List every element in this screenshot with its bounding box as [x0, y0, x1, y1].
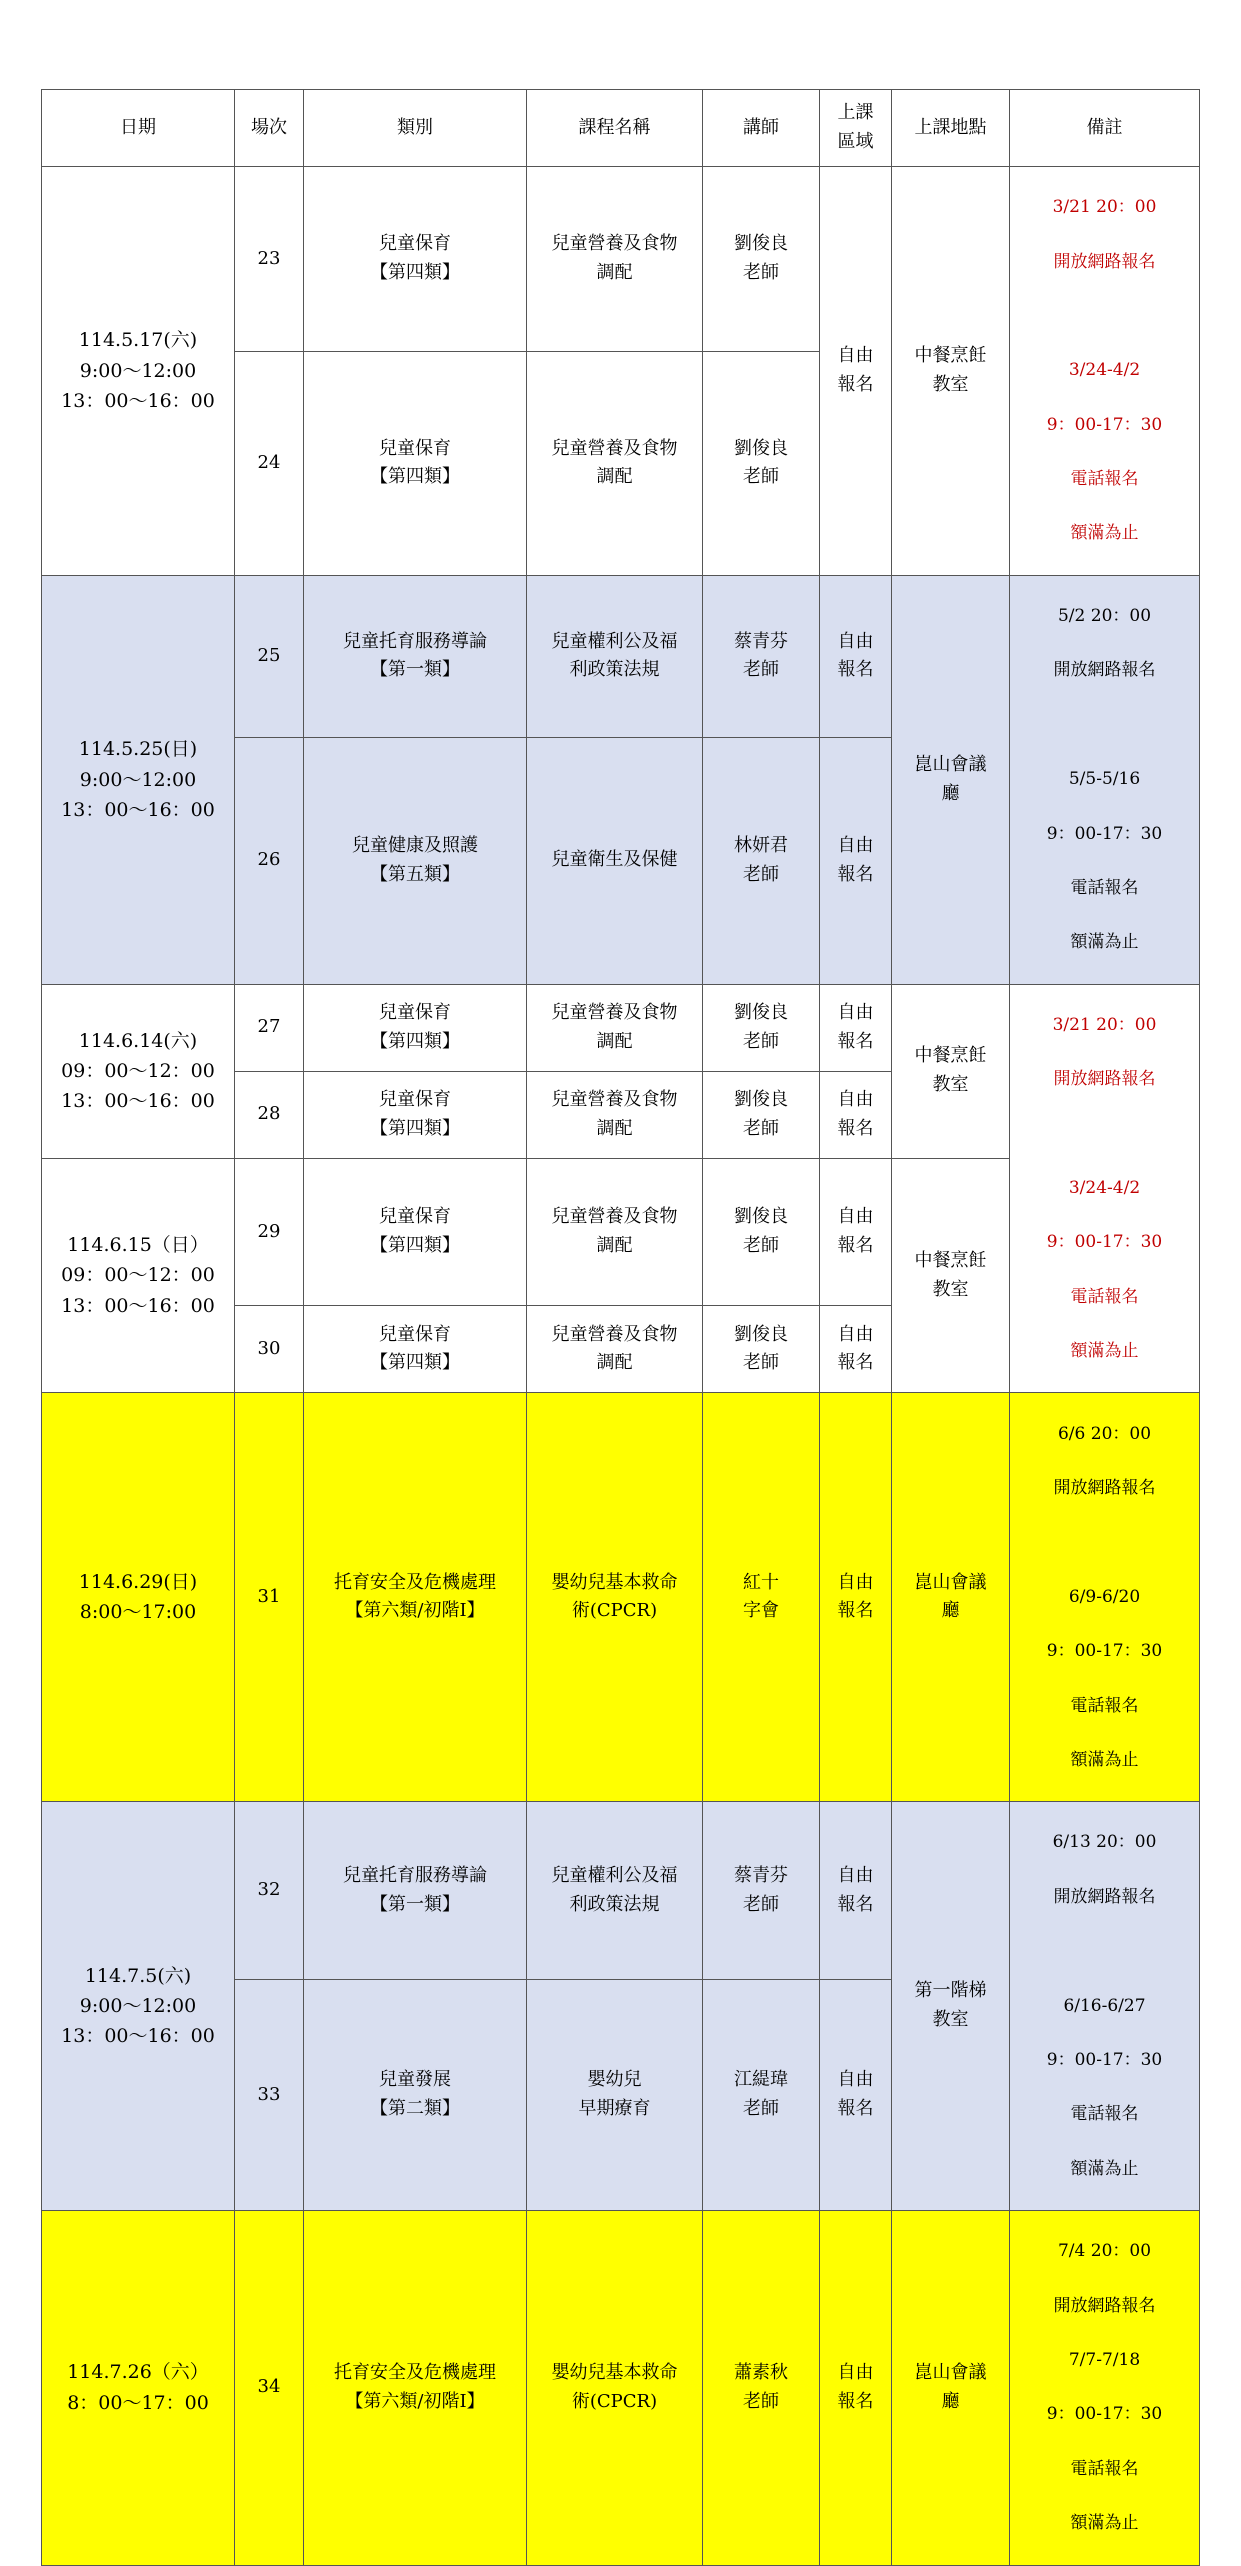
session-cell: 33 [235, 1980, 304, 2211]
location-cell: 崑山會議 廳 [892, 1393, 1010, 1802]
course-cell: 嬰幼兒基本救命 術(CPCR) [527, 2211, 703, 2565]
teacher-cell: 劉俊良 老師 [703, 1071, 820, 1158]
location-cell: 中餐烹飪 教室 [892, 984, 1010, 1158]
note-line [1014, 1121, 1195, 1148]
note-line: 6/6 20：00 [1057, 1423, 1152, 1444]
table-row [42, 575, 1200, 737]
header-course: 課程名稱 [527, 90, 703, 167]
note-line: 電話報名 [1070, 469, 1139, 490]
teacher-cell: 紅十 字會 [703, 1393, 820, 1802]
area-cell: 自由 報名 [820, 1393, 892, 1802]
date-cell: 114.6.14(六) 09：00～12：00 13：00～16：00 [42, 984, 235, 1158]
note-line: 6/13 20：00 [1052, 1832, 1157, 1853]
area-cell: 自由 報名 [820, 2211, 892, 2565]
note-line: 5/5-5/16 [1068, 769, 1141, 790]
teacher-cell: 蔡青芬 老師 [703, 575, 820, 737]
course-cell: 兒童權利公及福 利政策法規 [527, 575, 703, 737]
category-cell: 兒童托育服務導論 【第一類】 [304, 575, 527, 737]
area-cell: 自由 報名 [820, 1158, 892, 1306]
note-line: 3/21 20：00 [1052, 1014, 1157, 1035]
note-cell [1010, 575, 1200, 984]
note-line [1014, 712, 1195, 739]
table-row [42, 2211, 1200, 2565]
area-cell: 自由 報名 [820, 167, 892, 576]
header-note: 備註 [1010, 90, 1200, 167]
teacher-cell: 蔡青芬 老師 [703, 1802, 820, 1980]
session-cell: 24 [235, 352, 304, 576]
session-cell: 34 [235, 2211, 304, 2565]
note-line: 開放網路報名 [1053, 251, 1156, 272]
note-line: 額滿為止 [1070, 932, 1139, 953]
area-cell: 自由 報名 [820, 1802, 892, 1980]
header-category: 類別 [304, 90, 527, 167]
note-line: 電話報名 [1070, 1286, 1139, 1307]
teacher-cell: 劉俊良 老師 [703, 167, 820, 352]
note-line: 開放網路報名 [1053, 2295, 1156, 2316]
note-line: 6/9-6/20 [1068, 1586, 1141, 1607]
session-cell: 29 [235, 1158, 304, 1306]
location-cell: 崑山會議 廳 [892, 2211, 1010, 2565]
course-cell: 兒童權利公及福 利政策法規 [527, 1802, 703, 1980]
area-cell: 自由 報名 [820, 984, 892, 1071]
note-line: 開放網路報名 [1053, 1886, 1156, 1907]
area-cell: 自由 報名 [820, 1071, 892, 1158]
date-cell: 114.6.29(日) 8:00～17:00 [42, 1393, 235, 1802]
session-cell: 28 [235, 1071, 304, 1158]
course-cell: 嬰幼兒基本救命 術(CPCR) [527, 1393, 703, 1802]
note-line: 9：00-17：30 [1046, 414, 1163, 435]
teacher-cell: 劉俊良 老師 [703, 1306, 820, 1393]
course-cell: 兒童營養及食物 調配 [527, 984, 703, 1071]
table-row [42, 167, 1200, 352]
note-line: 電話報名 [1070, 877, 1139, 898]
note-line: 額滿為止 [1070, 523, 1139, 544]
session-cell: 31 [235, 1393, 304, 1802]
note-line: 開放網路報名 [1053, 1478, 1156, 1498]
date-cell: 114.6.15（日） 09：00～12：00 13：00～16：00 [42, 1158, 235, 1393]
date-cell: 114.7.26（六） 8：00～17：00 [42, 2211, 235, 2565]
date-cell: 114.5.25(日) 9:00～12:00 13：00～16：00 [42, 575, 235, 984]
location-cell: 崑山會議 廳 [892, 575, 1010, 984]
note-line: 開放網路報名 [1053, 660, 1156, 681]
category-cell: 托育安全及危機處理 【第六類/初階Ⅰ】 [304, 1393, 527, 1802]
category-cell: 兒童發展 【第二類】 [304, 1980, 527, 2211]
course-cell: 兒童營養及食物 調配 [527, 167, 703, 352]
note-line: 9：00-17：30 [1046, 1232, 1163, 1253]
header-row [42, 90, 1200, 167]
teacher-cell: 劉俊良 老師 [703, 1158, 820, 1306]
category-cell: 兒童保育 【第四類】 [304, 352, 527, 576]
note-line: 電話報名 [1070, 1695, 1139, 1716]
teacher-cell: 劉俊良 老師 [703, 984, 820, 1071]
note-cell [1010, 2211, 1200, 2565]
session-cell: 25 [235, 575, 304, 737]
area-cell: 自由 報名 [820, 1306, 892, 1393]
note-line: 9：00-17：30 [1046, 2049, 1163, 2070]
note-line: 額滿為止 [1070, 1341, 1139, 1362]
header-date: 日期 [42, 90, 235, 167]
note-line: 開放網路報名 [1053, 1069, 1156, 1090]
teacher-cell: 江緹瑋 老師 [703, 1980, 820, 2211]
table-row [42, 1393, 1200, 1802]
course-cell: 兒童營養及食物 調配 [527, 352, 703, 576]
note-line: 6/16-6/27 [1063, 1995, 1146, 2016]
header-session: 場次 [235, 90, 304, 167]
header-area: 上課 區域 [820, 90, 892, 167]
category-cell: 兒童保育 【第四類】 [304, 1071, 527, 1158]
category-cell: 兒童保育 【第四類】 [304, 1306, 527, 1393]
note-line: 7/7-7/18 [1068, 2350, 1141, 2370]
category-cell: 兒童保育 【第四類】 [304, 167, 527, 352]
area-cell: 自由 報名 [820, 575, 892, 737]
table-row [42, 984, 1200, 1071]
note-line [1014, 1938, 1195, 1965]
location-cell: 第一階梯 教室 [892, 1802, 1010, 2211]
note-line: 電話報名 [1070, 2104, 1139, 2125]
course-cell: 兒童營養及食物 調配 [527, 1071, 703, 1158]
location-cell: 中餐烹飪 教室 [892, 1158, 1010, 1393]
note-line: 3/21 20：00 [1052, 197, 1157, 218]
course-cell: 兒童營養及食物 調配 [527, 1306, 703, 1393]
category-cell: 兒童保育 【第四類】 [304, 984, 527, 1071]
note-line: 額滿為止 [1070, 2513, 1139, 2534]
category-cell: 兒童保育 【第四類】 [304, 1158, 527, 1306]
note-line: 9：00-17：30 [1046, 823, 1163, 844]
note-line: 7/4 20：00 [1057, 2241, 1152, 2262]
teacher-cell: 林妍君 老師 [703, 738, 820, 985]
header-location: 上課地點 [892, 90, 1010, 167]
category-cell: 兒童健康及照護 【第五類】 [304, 738, 527, 985]
note-line [1014, 303, 1195, 330]
session-cell: 30 [235, 1306, 304, 1393]
note-line: 3/24-4/2 [1068, 360, 1141, 381]
area-cell: 自由 報名 [820, 1980, 892, 2211]
teacher-cell: 劉俊良 老師 [703, 352, 820, 576]
course-cell: 兒童營養及食物 調配 [527, 1158, 703, 1306]
category-cell: 托育安全及危機處理 【第六類/初階Ⅰ】 [304, 2211, 527, 2565]
note-line: 額滿為止 [1070, 2158, 1139, 2179]
course-cell: 嬰幼兒 早期療育 [527, 1980, 703, 2211]
note-line: 3/24-4/2 [1068, 1177, 1141, 1198]
area-cell: 自由 報名 [820, 738, 892, 985]
note-cell [1010, 167, 1200, 576]
note-line: 9：00-17：30 [1046, 2404, 1163, 2425]
note-line: 9：00-17：30 [1046, 1641, 1163, 1662]
note-cell [1010, 984, 1200, 1393]
session-cell: 23 [235, 167, 304, 352]
location-cell: 中餐烹飪 教室 [892, 167, 1010, 576]
date-cell: 114.5.17(六) 9:00～12:00 13：00～16：00 [42, 167, 235, 576]
table-row [42, 1802, 1200, 1980]
session-cell: 32 [235, 1802, 304, 1980]
note-line: 額滿為止 [1070, 1749, 1139, 1770]
note-line: 電話報名 [1070, 2458, 1139, 2479]
header-teacher: 講師 [703, 90, 820, 167]
session-cell: 26 [235, 738, 304, 985]
session-cell: 27 [235, 984, 304, 1071]
note-line: 5/2 20：00 [1057, 606, 1152, 626]
note-cell [1010, 1802, 1200, 2211]
teacher-cell: 蕭素秋 老師 [703, 2211, 820, 2565]
note-line [1014, 1529, 1195, 1556]
course-cell: 兒童衛生及保健 [527, 738, 703, 985]
category-cell: 兒童托育服務導論 【第一類】 [304, 1802, 527, 1980]
note-cell [1010, 1393, 1200, 1802]
schedule-table [41, 89, 1200, 2566]
date-cell: 114.7.5(六) 9:00～12:00 13：00～16：00 [42, 1802, 235, 2211]
